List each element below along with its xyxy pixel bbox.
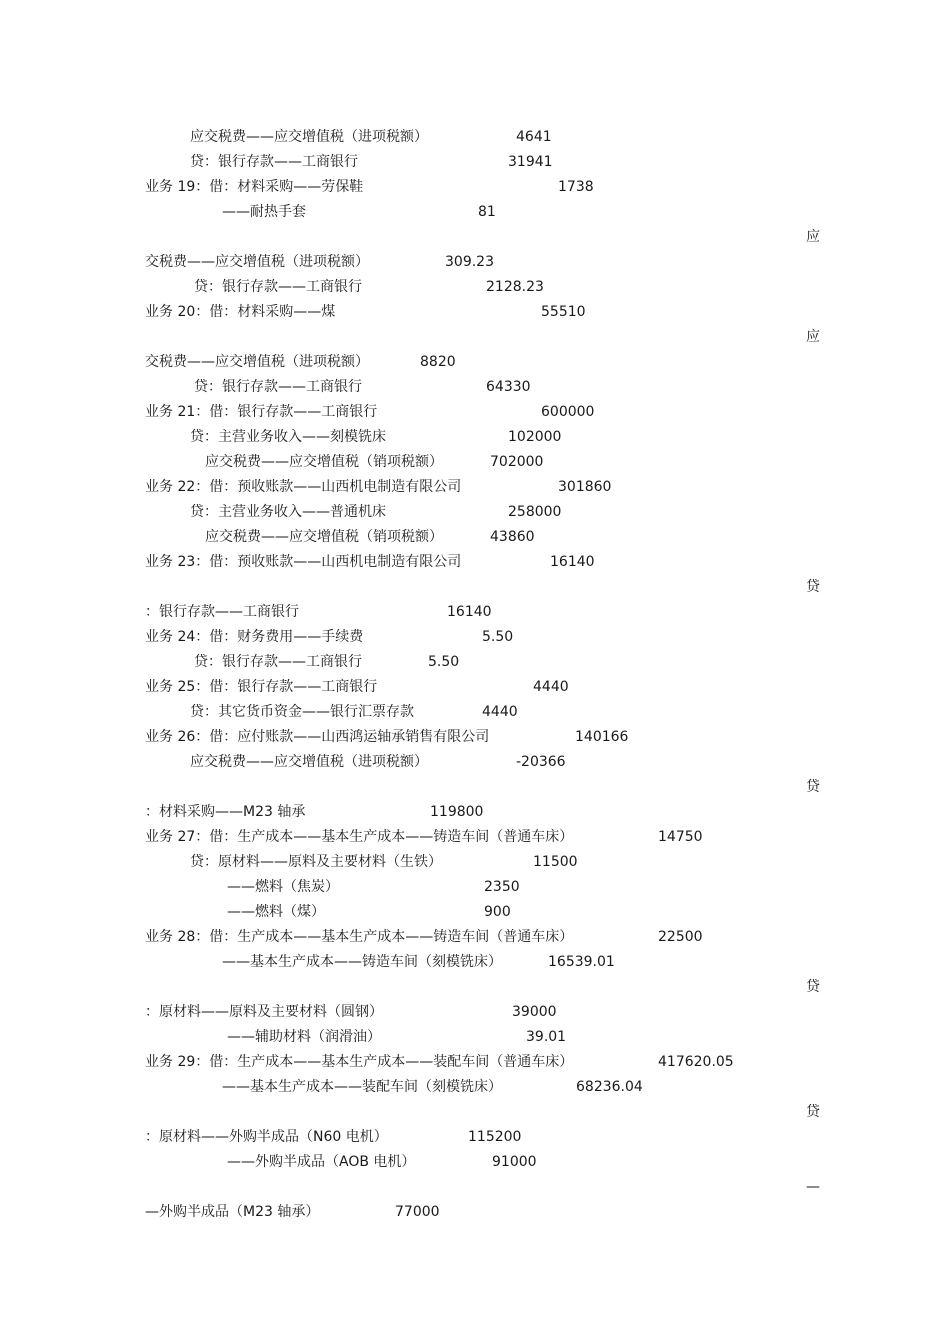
line-amount: 115200: [468, 1129, 522, 1145]
line-text: 应: [806, 329, 820, 345]
line-amount: 68236.04: [576, 1079, 643, 1095]
line-text: 贷：银行存款——工商银行: [190, 154, 358, 170]
line-text: 贷：银行存款——工商银行: [194, 654, 362, 670]
line-text: 贷：银行存款——工商银行: [194, 379, 362, 395]
line-amount: 55510: [541, 304, 586, 320]
line-text: 贷：原材料——原料及主要材料（生铁）: [190, 854, 442, 870]
line-text: 业务 20：借：材料采购——煤: [145, 304, 336, 320]
line-text: ：材料采购——M23 轴承: [145, 804, 306, 820]
line-amount: -20366: [516, 754, 566, 770]
line-text: ——外购半成品（AOB 电机）: [227, 1154, 416, 1170]
line-text: 业务 21：借：银行存款——工商银行: [145, 404, 378, 420]
line-text: 业务 28：借：生产成本——基本生产成本——铸造车间（普通车床）: [145, 929, 574, 945]
line-amount: 102000: [508, 429, 562, 445]
line-text: 业务 23：借：预收账款——山西机电制造有限公司: [145, 554, 462, 570]
line-text: 业务 25：借：银行存款——工商银行: [145, 679, 378, 695]
line-amount: 39.01: [526, 1029, 567, 1045]
line-amount: 702000: [490, 454, 544, 470]
line-text: 业务 29：借：生产成本——基本生产成本——装配车间（普通车床）: [145, 1054, 574, 1070]
line-amount: 301860: [558, 479, 612, 495]
line-text: 贷: [806, 1104, 820, 1120]
line-amount: 43860: [490, 529, 535, 545]
line-amount: 2350: [484, 879, 520, 895]
line-amount: 39000: [512, 1004, 557, 1020]
line-amount: 2128.23: [486, 279, 544, 295]
line-amount: 31941: [508, 154, 553, 170]
line-text: 应交税费——应交增值税（进项税额）: [190, 754, 428, 770]
line-text: 应: [806, 229, 820, 245]
line-amount: 16140: [550, 554, 595, 570]
line-amount: 4641: [516, 129, 552, 145]
line-text: 交税费——应交增值税（进项税额）: [145, 354, 369, 370]
line-text: 贷: [806, 579, 820, 595]
line-amount: 119800: [430, 804, 484, 820]
line-text: ——燃料（焦炭）: [227, 879, 339, 895]
line-text: ——耐热手套: [222, 204, 306, 220]
line-amount: 77000: [395, 1204, 440, 1220]
line-text: 业务 24：借：财务费用——手续费: [145, 629, 364, 645]
line-amount: 81: [478, 204, 496, 220]
line-amount: 11500: [533, 854, 578, 870]
line-text: 贷：银行存款——工商银行: [194, 279, 362, 295]
line-text: 应交税费——应交增值税（销项税额）: [205, 529, 443, 545]
line-amount: 600000: [541, 404, 595, 420]
line-amount: 140166: [575, 729, 629, 745]
line-text: —: [806, 1179, 820, 1195]
line-amount: 5.50: [482, 629, 514, 645]
line-amount: 5.50: [428, 654, 460, 670]
line-text: ——基本生产成本——装配车间（刻模铣床）: [222, 1079, 502, 1095]
line-text: 贷：主营业务收入——刻模铣床: [190, 429, 386, 445]
line-text: 交税费——应交增值税（进项税额）: [145, 254, 369, 270]
line-amount: 16539.01: [548, 954, 615, 970]
line-text: ——辅助材料（润滑油）: [227, 1029, 381, 1045]
line-text: ——基本生产成本——铸造车间（刻模铣床）: [222, 954, 502, 970]
line-amount: 4440: [533, 679, 569, 695]
line-text: 贷: [806, 979, 820, 995]
line-amount: 22500: [658, 929, 703, 945]
line-amount: 4440: [482, 704, 518, 720]
line-text: —外购半成品（M23 轴承）: [145, 1204, 320, 1220]
line-text: 贷: [806, 779, 820, 795]
line-text: ：原材料——外购半成品（N60 电机）: [145, 1129, 388, 1145]
line-amount: 8820: [420, 354, 456, 370]
line-text: 应交税费——应交增值税（销项税额）: [205, 454, 443, 470]
line-amount: 417620.05: [658, 1054, 734, 1070]
line-amount: 900: [484, 904, 511, 920]
line-amount: 258000: [508, 504, 562, 520]
line-text: 贷：其它货币资金——银行汇票存款: [190, 704, 414, 720]
line-text: ——燃料（煤）: [227, 904, 325, 920]
line-amount: 1738: [558, 179, 594, 195]
line-text: ：银行存款——工商银行: [145, 604, 299, 620]
line-text: ：原材料——原料及主要材料（圆钢）: [145, 1004, 383, 1020]
line-text: 业务 22：借：预收账款——山西机电制造有限公司: [145, 479, 462, 495]
line-amount: 16140: [447, 604, 492, 620]
line-amount: 91000: [492, 1154, 537, 1170]
line-text: 业务 27：借：生产成本——基本生产成本——铸造车间（普通车床）: [145, 829, 574, 845]
line-amount: 309.23: [445, 254, 494, 270]
line-text: 业务 19：借：材料采购——劳保鞋: [145, 179, 364, 195]
line-amount: 64330: [486, 379, 531, 395]
line-text: 应交税费——应交增值税（进项税额）: [190, 129, 428, 145]
line-amount: 14750: [658, 829, 703, 845]
line-text: 业务 26：借：应付账款——山西鸿运轴承销售有限公司: [145, 729, 490, 745]
line-text: 贷：主营业务收入——普通机床: [190, 504, 386, 520]
